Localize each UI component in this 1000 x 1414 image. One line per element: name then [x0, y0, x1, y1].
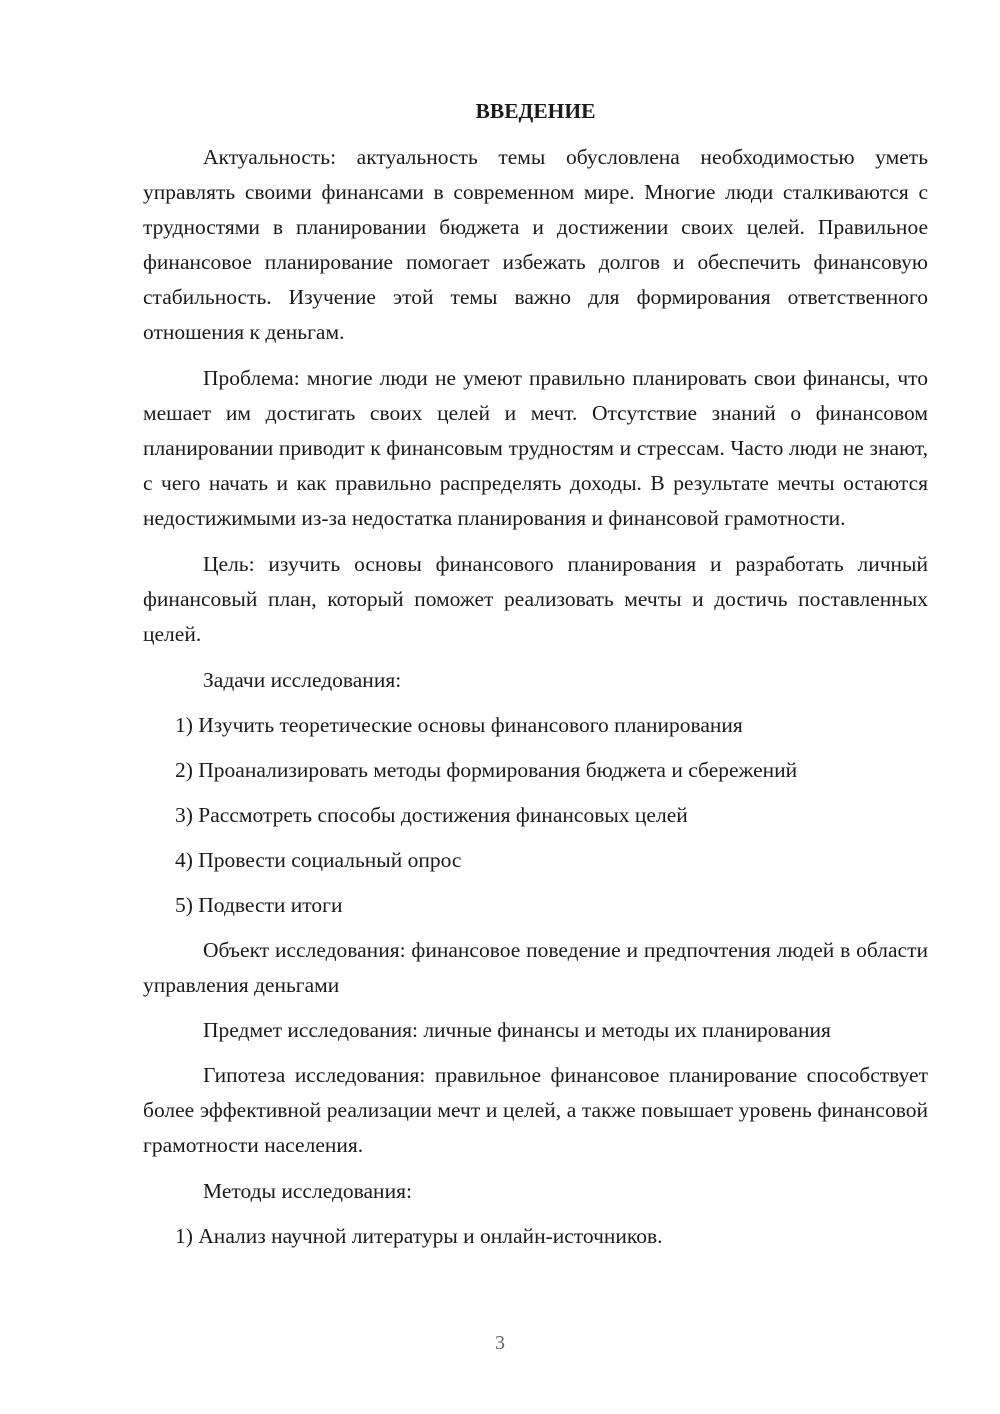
- task-item-1: 1) Изучить теоретические основы финансового планирования: [175, 713, 743, 737]
- task-item-4: 4) Провести социальный опрос: [175, 848, 462, 872]
- page-content: [143, 94, 928, 1264]
- method-item-1: 1) Анализ научной литературы и онлайн-источников.: [175, 1224, 663, 1248]
- tasks-heading: Задачи исследования:: [203, 668, 402, 692]
- section-title: ВВЕДЕНИЕ: [475, 99, 596, 123]
- goal-paragraph: Цель: изучить основы финансового планирования и разработать личный финансовый план, который поможет реализовать мечты и достичь поставленных целей.: [143, 552, 928, 646]
- subject-paragraph: Предмет исследования: личные финансы и методы их планирования: [203, 1018, 831, 1042]
- methods-heading: Методы исследования:: [203, 1179, 412, 1203]
- task-item-5: 5) Подвести итоги: [175, 893, 343, 917]
- task-item-2: 2) Проанализировать методы формирования бюджета и сбережений: [175, 758, 798, 782]
- problem-paragraph: Проблема: многие люди не умеют правильно планировать свои финансы, что мешает им достигать своих целей и мечт. Отсутствие знаний о финансовом планировании приводит к финансовым трудностям и стрессам. Часто люди не знают, с чего начать и как правильно распределять доходы. В результате мечты остаются недостижимыми из-за недостатка планирования и финансовой грамотности.: [143, 366, 928, 530]
- relevance-paragraph: Актуальность: актуальность темы обусловлена необходимостью уметь управлять своими финансами в современном мире. Многие люди сталкиваются с трудностями в планировании бюджета и достижении своих целей. Правильное финансовое планирование помогает избежать долгов и обеспечить финансовую стабильность. Изучение этой темы важно для формирования ответственного отношения к деньгам.: [143, 145, 928, 344]
- hypothesis-paragraph: Гипотеза исследования: правильное финансовое планирование способствует более эффективной реализации мечт и целей, а также повышает уровень финансовой грамотности населения.: [143, 1063, 928, 1157]
- page-number: 3: [495, 1332, 505, 1354]
- object-paragraph: Объект исследования: финансовое поведение и предпочтения людей в области управления деньгами: [143, 938, 928, 997]
- task-item-3: 3) Рассмотреть способы достижения финансовых целей: [175, 803, 688, 827]
